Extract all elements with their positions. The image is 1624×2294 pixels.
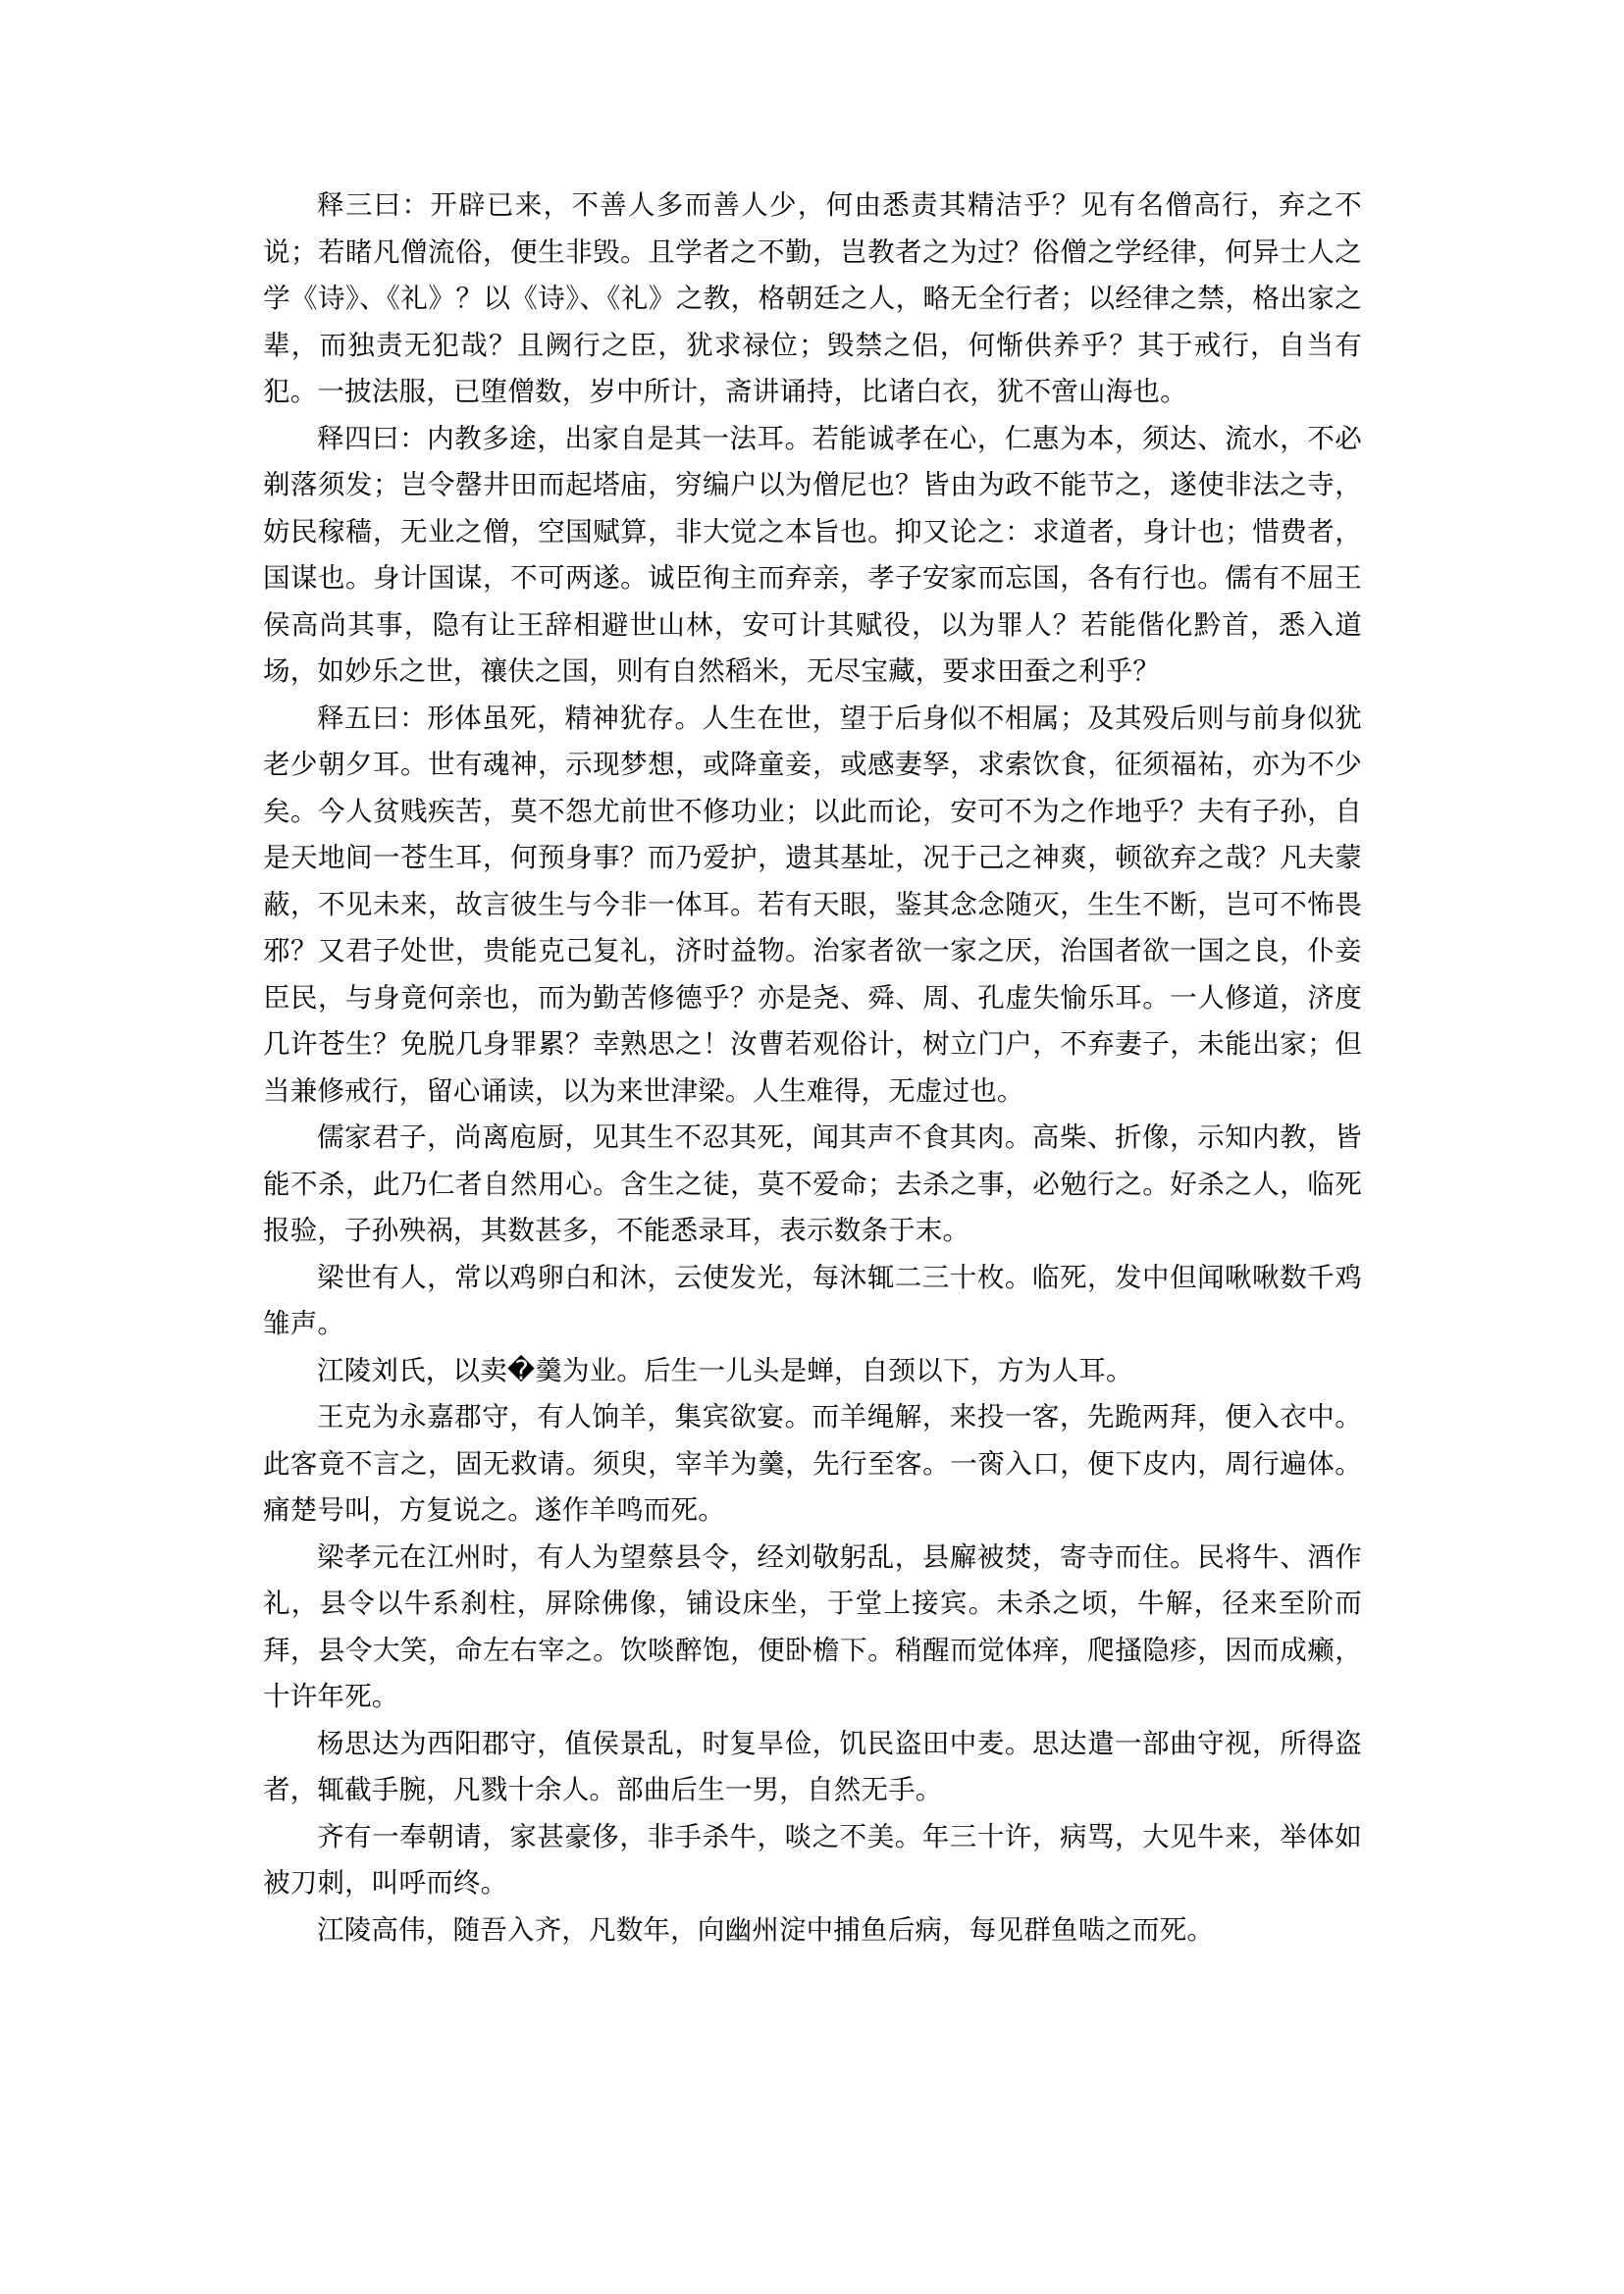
paragraph: 王克为永嘉郡守，有人饷羊，集宾欲宴。而羊绳解，来投一客，先跪两拜，便入衣中。此客竟不言之，固无救请。须臾，宰羊为羹，先行至客。一脔入口，便下皮内，周行遍体。痛楚号叫，方复说之。遂作羊鸣而死。 <box>263 1401 1362 1526</box>
paragraph: 释五曰：形体虽死，精神犹存。人生在世，望于后身似不相属；及其殁后则与前身似犹老少朝夕耳。世有魂神，示现梦想，或降童妾，或感妻孥，求索饮食，征须福祐，亦为不少矣。今人贫贱疾苦，莫不怨尤前世不修功业；以此而论，安可不为之作地乎？夫有子孙，自是天地间一苍生耳，何预身事？而乃爱护，遗其基址，况于己之神爽，顿欲弃之哉？凡夫蒙蔽，不见未来，故言彼生与今非一体耳。若有天眼，鉴其念念随灭，生生不断，岂可不怖畏邪？又君子处世，贵能克己复礼，济时益物。治家者欲一家之厌，治国者欲一国之良，仆妾臣民，与身竟何亲也，而为勤苦修德乎？亦是尧、舜、周、孔虚失愉乐耳。一人修道，济度几许苍生？免脱几身罪累？幸熟思之！汝曹若观俗计，树立门户，不弃妻子，未能出家；但当兼修戒行，留心诵读，以为来世津梁。人生难得，无虚过也。 <box>263 702 1362 1107</box>
paragraph: 齐有一奉朝请，家甚豪侈，非手杀牛，啖之不美。年三十许，病骂，大见牛来，举体如被刀刺，叫呼而终。 <box>263 1820 1362 1899</box>
paragraph: 释四曰：内教多途，出家自是其一法耳。若能诚孝在心，仁惠为本，须达、流水，不必剃落须发；岂令罄井田而起塔庙，穷编户以为僧尼也？皆由为政不能节之，遂使非法之寺，妨民稼穑，无业之僧，空国赋算，非大觉之本旨也。抑又论之：求道者，身计也；惜费者，国谋也。身计国谋，不可两遂。诚臣徇主而弃亲，孝子安家而忘国，各有行也。儒有不屈王侯高尚其事，隐有让王辞相避世山林，安可计其赋役，以为罪人？若能偕化黔首，悉入道场，如妙乐之世，禳伕之国，则有自然稻米，无尽宝藏，要求田蚕之利乎？ <box>263 422 1362 687</box>
paragraph: 江陵刘氏，以卖�羹为业。后生一儿头是蝉，自颈以下，方为人耳。 <box>317 1354 1133 1386</box>
paragraph: 梁孝元在江州时，有人为望蔡县令，经刘敬躬乱，县廨被焚，寄寺而住。民将牛、酒作礼，县令以牛系刹柱，屏除佛像，铺设床坐，于堂上接宾。未杀之顷，牛解，径来至阶而拜，县令大笑，命左右宰之。饮啖醉饱，便卧檐下。稍醒而觉体痒，爬搔隐疹，因而成癞，十许年死。 <box>263 1540 1362 1712</box>
paragraph: 释三曰：开辟已来，不善人多而善人少，何由悉责其精洁乎？见有名僧高行，弃之不说；若睹凡僧流俗，便生非毁。且学者之不勤，岂教者之为过？俗僧之学经律，何异士人之学《诗》、《礼》？以《诗》、《礼》之教，格朝廷之人，略无全行者；以经律之禁，格出家之辈，而独责无犯哉？且阙行之臣，犹求禄位；毁禁之侣，何惭供养乎？其于戒行，自当有犯。一披法服，已堕僧数，岁中所计，斋讲诵持，比诸白衣，犹不啻山海也。 <box>263 189 1362 407</box>
paragraph: 儒家君子，尚离庖厨，见其生不忍其死，闻其声不食其肉。高柴、折像，示知内教，皆能不杀，此乃仁者自然用心。含生之徒，莫不爱命；去杀之事，必勉行之。好杀之人，临死报验，子孙殃祸，其数甚多，不能悉录耳，表示数条于末。 <box>263 1121 1362 1246</box>
body-text-block <box>263 182 1362 1954</box>
paragraph: 杨思达为西阳郡守，值侯景乱，时复旱俭，饥民盗田中麦。思达遣一部曲守视，所得盗者，辄截手腕，凡戮十余人。部曲后生一男，自然无手。 <box>263 1727 1362 1805</box>
paragraph: 江陵高伟，随吾入齐，凡数年，向幽州淀中捕鱼后病，每见群鱼啮之而死。 <box>317 1913 1215 1946</box>
paragraph: 梁世有人，常以鸡卵白和沐，云使发光，每沐辄二三十枚。临死，发中但闻啾啾数千鸡雏声。 <box>263 1261 1362 1339</box>
